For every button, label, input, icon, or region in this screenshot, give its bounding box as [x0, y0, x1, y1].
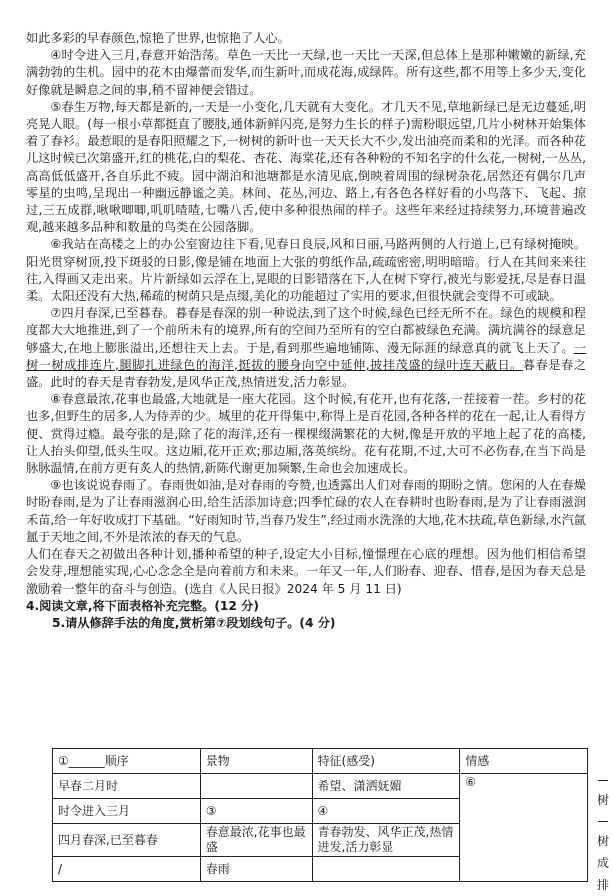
paragraph-8: ⑧春意最浓,花事也最盛,大地就是一座大花园。这个时候,有花开,也有花落,一茬接着一茬。乡村的花也多,但野生的居多,人为侍弄的少。城里的花开得集中,称得上是百花园,各种各样的花在一起,让人看得方便、赏得过瘾。最夸张的是,除了花的海洋,还有一棵棵缀满繁花的大树,像是开放的平地上起了花的高楼,让人抬头仰望,低头生叹。这边厢,花开正欢;那边厢,落英缤纷。花有花期,不过,大可不必伤春,在当下尚是脉脉温情,在前方更有炙人的热情,新陈代谢更加频繁,生命也会加速成长。	[26, 392, 586, 476]
paragraph-4: ④时令进入三月,春意开始浩荡。草色一天比一天绿,也一天比一天深,但总体上是那种嫩嫩的新绿,充满勃勃的生机。园中的花木由爆蕾而发华,而生新叶,而成花海,成绿阵。所有这些,都不用等上多少天,变化好像就是瞬息之间的事,稍不留神便会错过。	[26, 48, 586, 97]
side-dash	[598, 821, 608, 822]
table-cell: 希望、潇洒妩媚	[312, 774, 460, 799]
side-dash	[598, 780, 608, 781]
table-header: 情感	[460, 749, 588, 774]
table-header: 特征(感受)	[312, 749, 460, 774]
side-char: 排	[596, 878, 609, 892]
table-header-row	[53, 749, 588, 774]
table-cell	[312, 857, 460, 882]
paragraph-10: 人们在春天之初做出各种计划,播种希望的种子,设定大小目标,憧憬理在心底的理想。因为他们相信希望会发芽,理想能实现,心心念念全是向着前方和未来。一年又一年,人们盼春、迎春、惜春,是因为春天总是激励着一整年的奋斗与创造。(选自《人民日报》2024 年 5 月 11 日)	[26, 547, 586, 596]
answer-table	[52, 748, 588, 882]
paragraph-7-text: ⑦四月春深,已至暮春。暮春是春深的别一种说法,到了这个时候,绿色已经无所不在。绿色的规模和程度都大大地推进,到了一个前所未有的境界,所有的空间乃至所有的空白都被绿色充满。满坑满谷的绿意足够盛大,在地上膨胀溢出,还想往天上去。于是,看到那些遍地铺陈、漫无际涯的绿意真的就飞上天了。	[26, 306, 586, 355]
paragraph: 如此多彩的早春颜色,惊艳了世界,也惊艳了人心。	[26, 31, 290, 45]
paragraph-7-text-end: 暮春是春之盛。此时的春天是青春勃发,是风华正茂,热情迸发,活力彰显。	[26, 357, 587, 390]
table-cell: ④	[312, 799, 460, 824]
table-cell	[200, 774, 312, 799]
side-vertical-text	[596, 770, 610, 896]
table-cell: 早春二月时	[53, 774, 201, 799]
side-char: 成	[596, 856, 609, 870]
table-cell: 青春勃发、风华正茂,热情迸发,活力彰显	[312, 824, 460, 857]
table-header: ①______顺序	[53, 749, 201, 774]
side-char: 树	[596, 834, 609, 848]
paragraph-6: ⑥我站在高楼之上的办公室窗边往下看,见春日良辰,风和日丽,马路两侧的人行道上,已有绿树掩映。阳光贯穿树顶,投下斑驳的日影,像是铺在地面上大张的剪纸作品,疏疏密密,明明暗暗。行人在其间来来往往,入得画又走出来。片片新绿如云浮在上,晃眼的日影错落在下,人在树下穿行,被光与影爱抚,尽是春日温柔。太阳还没有大热,稀疏的树荫只是点缀,美化的功能超过了实用的要求,但很快就会变得不可或缺。	[26, 237, 586, 304]
table-cell-emotion: ⑥	[460, 774, 588, 882]
paragraph-7	[26, 305, 586, 391]
question-4: 4.阅读文章,将下面表格补充完整。(12 分)	[26, 598, 259, 613]
table-cell: /	[53, 857, 201, 882]
paragraph-9: ⑨也该说说春雨了。春雨贵如油,是对春雨的夸赞,也透露出人们对春雨的期盼之情。您闲的人在春燥时盼春雨,是为了让春雨滋润心田,给生活添加诗意;四季忙碌的农人在春耕时也盼春雨,是为了让春雨滋润禾苗,给一年好收成打下基础。“好雨知时节,当春乃发生”,经过雨水洗涤的大地,花木扶疏,草色新绿,水汽氤氲于天地之间,不外是浓浓的春天的气息。	[26, 478, 586, 544]
table-cell: 春雨	[200, 857, 312, 882]
table-cell: 四月春深,已至暮春	[53, 824, 201, 857]
side-char: 树	[596, 793, 609, 807]
question-5: 5.请从修辞手法的角度,赏析第⑦段划线句子。(4 分)	[52, 615, 336, 630]
paragraph-5: ⑤春生万物,每天都是新的,一天是一小变化,几天就有大变化。才几天不见,草地新绿已是无边蔓延,明亮晃人眼。(每一根小草都挺直了腰肢,通体新鲜闪亮,是努力生长的样子)需粉眼远望,几片小树林开始集体着了春衫。最惹眼的是春阳照耀之下,一树树的新叶也一天天长大不少,发出油亮而柔和的光泽。而各种花儿这时候已次第盛开,红的桃花,白的梨花、杏花、海棠花,还有各种粉的不知名字的什么花,一树树,一丛丛,高高低低盛开,各自乐此不疲。园中湖泊和池塘都是水清见底,倒映着周围的绿树杂花,居然还有偶尔几声零星的虫鸣,呈现出一种幽远静谧之美。林间、花丛,河边、路上,有各色各样好看的小鸟落下、飞起、掠过,三五成群,啾啾唧唧,叽叽喳喳,七嘴八舌,使中多种很热闹的样子。这些年来经过持续努力,环境普遍改观,越来越多品种和数量的鸟类在公园落脚。	[26, 99, 586, 235]
article-body	[26, 30, 586, 632]
table-header: 景物	[200, 749, 312, 774]
table-cell: 春意最浓,花事也最盛	[200, 824, 312, 857]
table-cell: ③	[200, 799, 312, 824]
underlined-sentence: 一树一树成排连片,腿脚扎进绿色的海洋,挺拔的腰身向空中延伸,披挂茂盛的绿叶连天蔽日。	[26, 340, 586, 372]
table-cell: 时令进入三月	[53, 799, 201, 824]
table-row	[53, 774, 588, 799]
